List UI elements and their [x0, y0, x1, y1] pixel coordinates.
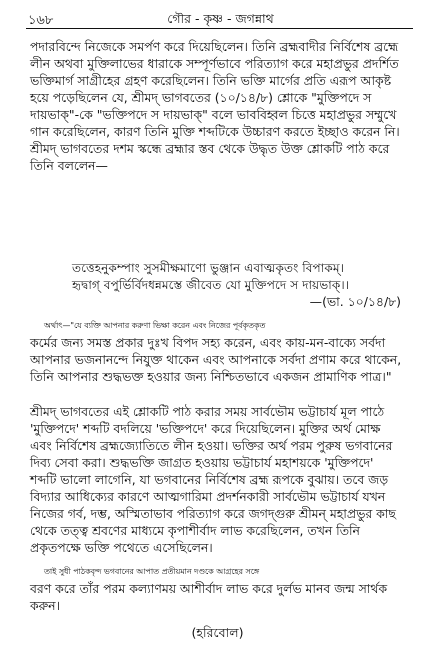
- text-line: বিদ্যার আধিক্যের কারণে আত্মগারিমা প্রদর্শনকারী সার্বভৌম ভট্টাচার্য যখন: [30, 489, 386, 504]
- text-line: বরণ করে তাঁর পরম কল্যাণময় আশীর্বাদ লাভ করে দুর্লভ মানব জন্ম সার্থক: [30, 581, 388, 596]
- text-line: প্রকৃতপক্ষে ভক্তি পথেতে এসেছিলেন।: [30, 540, 213, 555]
- text-line: এবং নির্বিশেষ ব্রহ্মজ্যোতিতে লীন হওয়া। ভক্তির অর্থ পরম পুরুষ ভগবানের: [30, 438, 393, 453]
- verse-line: তত্তেহনুকম্পাং সুসমীক্ষমাণো ভুঞ্জান এবাত্মকৃতং বিপাকম্।: [72, 261, 344, 275]
- text-line: তিনি বললেন—: [30, 158, 108, 173]
- text-line: গান করেছিলেন, কারণ তিনি মুক্তি শব্দটিকে উচ্চারণ করতে ইচ্ছাও করেন নি।: [30, 124, 400, 139]
- text-line: শ্রীমদ্ ভাগবতের এই শ্লোকটি পাঠ করার সময় সার্বভৌম ভট্টাচার্য মূল পাঠে: [30, 404, 385, 419]
- text-line: অর্থাৎ—"যে ব্যক্তি আপনার করুণা ভিক্ষা করেন এবং নিজের পূর্বকৃতকৃত: [44, 321, 266, 330]
- header-rule: [26, 28, 413, 29]
- sanskrit-verse: [72, 260, 411, 294]
- text-line: দায়ভাক্"-কে "ভক্তিপদে স দায়ভাক্" বলে ভাববিহ্বল চিত্তে মহাপ্রভুর সম্মুখে: [30, 107, 397, 122]
- text-line: থেকে তত্ত্ব শ্রবণের মাধ্যমে কৃপাশীর্বাদ লাভ করেছিলেন, তখন তিনি: [30, 523, 360, 538]
- paragraph-1: [30, 38, 407, 174]
- text-line: শব্দটি ভালো লাগেনি, যা ভগবানের নির্বিশেষ ব্রহ্ম রূপকে বুঝায়। তবে জড়: [30, 472, 389, 487]
- text-line: দিব্য সেবা করা। শুদ্ধভক্তি জাগ্রত হওয়ায় ভট্টাচার্য মহাশয়কে 'মুক্তিপদে': [30, 455, 374, 470]
- text-line: করুন।: [30, 598, 61, 613]
- text-line: 'মুক্তিপদে' শব্দটি বদলিয়ে 'ভক্তিপদে' করে দিয়েছিলেন। মুক্তির অর্থ মোক্ষ: [30, 421, 381, 436]
- paragraph-commentary: [30, 403, 407, 556]
- running-title: গৌর - কৃষ্ণ - জগন্নাথ: [167, 11, 274, 26]
- page-header: [28, 11, 413, 29]
- text-line: আপনার ভজনানন্দে নিযুক্ত থাকেন এবং আপনাকে সর্বদা প্রণাম করে থাকেন,: [30, 352, 402, 367]
- verse-reference: —(ভা. ১০/১৪/৮): [309, 294, 401, 309]
- page-number: ১৬৮: [28, 13, 54, 28]
- text-line: কর্মের জন্য সমস্ত প্রকার দুঃখ বিপদ সহ্য করেন, এবং কায়-মন-বাক্যে সর্বদা: [30, 335, 386, 350]
- text-line: পদারবিন্দে নিজেকে সমর্পণ করে দিয়েছিলেন। তিনি ব্রহ্মবাদীর নির্বিশেষ ব্রহ্মে: [30, 39, 399, 54]
- closing-exclamation: (হরিবোল): [191, 625, 244, 640]
- text-line: তিনি আপনার শুদ্ধভক্ত হওয়ার জন্য নিশ্চিতভাবে একজন প্রামাণিক পাত্র।": [30, 369, 392, 384]
- text-line: তাই সুধী পাঠকবৃন্দ ভগবানের আপাত প্রতীয়মান দণ্ডকে আগ্রহের সঙ্গে: [44, 567, 260, 576]
- paragraph-translation: [30, 317, 407, 385]
- text-line: লীন অথবা মুক্তিলাভের ধারাকে সম্পূর্ণভাবে পরিত্যাগ করে মহাপ্রভুর প্রদর্শিত: [30, 56, 399, 71]
- text-line: হয়ে পড়েছিলেন যে, শ্রীমদ্ ভাগবতের (১০/১৪/৮) শ্লোকে "মুক্তিপদে স: [30, 90, 372, 105]
- paragraph-closing: [30, 563, 407, 614]
- text-line: শ্রীমদ্ ভাগবতের দশম স্কন্ধে ব্রহ্মার স্তব থেকে উদ্ধৃত উক্ত শ্লোকটি পাঠ করে: [30, 141, 390, 156]
- text-line: ভক্তিমার্গ সাগ্রীহের গ্রহণ করেছিলেন। তিনি ভক্তি মার্গের প্রতি এরূপ আকৃষ্ট: [30, 73, 392, 88]
- verse-line: হৃদ্বাগ্ বপুর্ভির্বিদধন্নমস্তে জীবেত যো মুক্তিপদে স দায়ভাক্।।: [72, 278, 350, 292]
- text-line: নিজের গর্ব, দম্ভ, অস্মিতাভাব পরিত্যাগ করে জগদ্গুরু শ্রীমন্ মহাপ্রভুর কাছ: [30, 506, 396, 521]
